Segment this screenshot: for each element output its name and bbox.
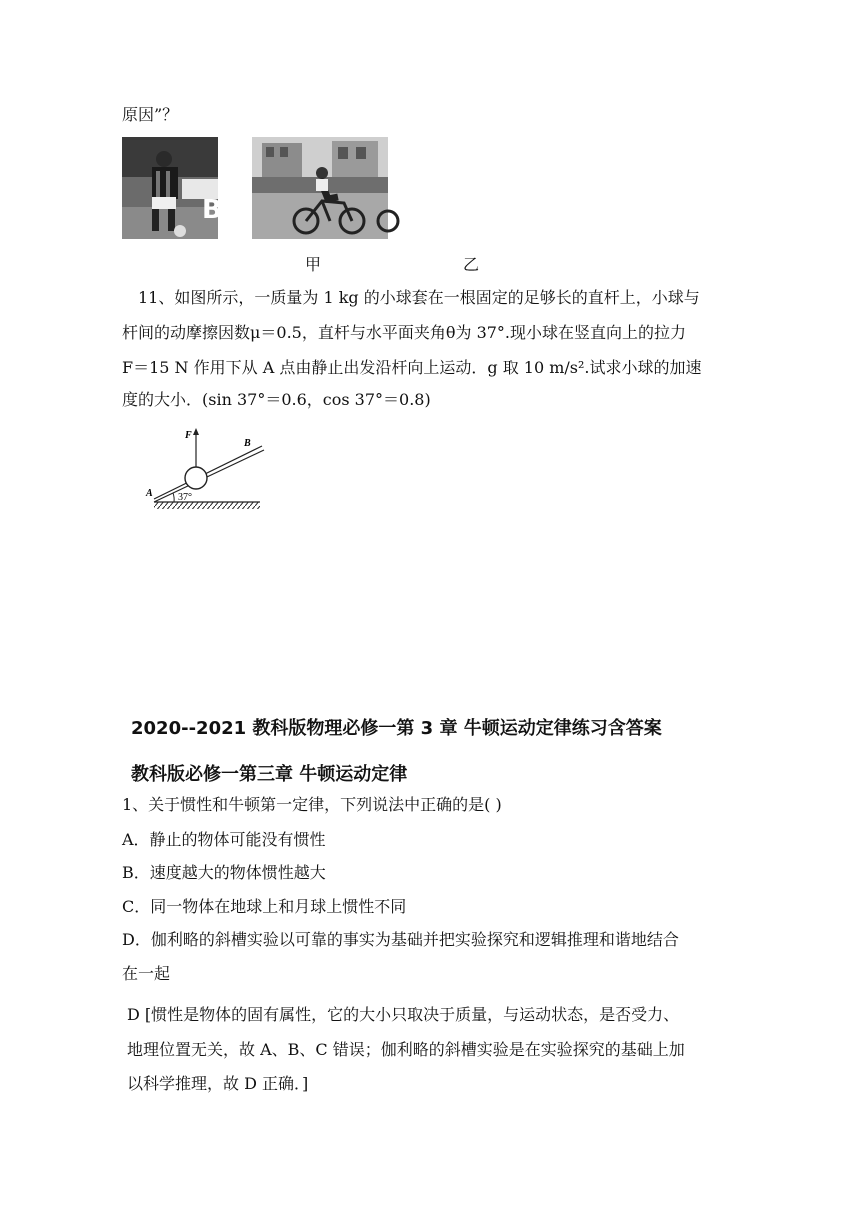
section-title: 2020--2021 教科版物理必修一第 3 章 牛顿运动定律练习含答案 xyxy=(131,718,662,739)
q1-option-d-line-2: 在一起 xyxy=(122,964,171,983)
q1-answer-line-2: 地理位置无关，故 A、B、C 错误；伽利略的斜槽实验是在实验探究的基础上加 xyxy=(127,1040,685,1059)
q1-option-a: A．静止的物体可能没有惯性 xyxy=(122,830,326,849)
q11-line-1: 11、如图所示，一质量为 1 kg 的小球套在一根固定的足够长的直杆上，小球与 xyxy=(138,288,700,307)
q11-line-2: 杆间的动摩擦因数μ＝0.5，直杆与水平面夹角θ为 37°.现小球在竖直向上的拉力 xyxy=(122,323,687,342)
q1-option-b: B．速度越大的物体惯性越大 xyxy=(122,863,326,882)
q1-answer-line-3: 以科学推理，故 D 正确．] xyxy=(127,1074,309,1093)
top-text-line: 原因”？ xyxy=(122,105,179,124)
angle-arc xyxy=(173,493,174,502)
q11-line-4: 度的大小．(sin 37°＝0.6，cos 37°＝0.8) xyxy=(122,390,431,409)
force-arrow-head xyxy=(193,428,199,435)
ground-hatching xyxy=(154,502,260,509)
rod-line-upper xyxy=(154,446,262,499)
ball xyxy=(185,467,207,489)
label-angle: 37° xyxy=(178,492,192,503)
caption-jia: 甲 xyxy=(305,255,322,274)
photo-letter-b: B xyxy=(202,195,222,225)
q1-stem: 1、关于惯性和牛顿第一定律，下列说法中正确的是( ) xyxy=(122,795,502,814)
label-b: B xyxy=(244,438,251,449)
incline-diagram xyxy=(140,422,272,518)
rod-line-lower xyxy=(154,450,264,502)
q1-answer-line-1: D [惯性是物体的固有属性，它的大小只取决于质量，与运动状态，是否受力、 xyxy=(127,1005,680,1024)
q1-option-c: C．同一物体在地球上和月球上惯性不同 xyxy=(122,897,407,916)
q11-line-3: F＝15 N 作用下从 A 点由静止出发沿杆向上运动．g 取 10 m/s².试求小球的加速 xyxy=(122,358,702,377)
photo-cyclist xyxy=(252,137,388,239)
photo-footballer xyxy=(122,137,222,239)
section-subtitle: 教科版必修一第三章 牛顿运动定律 xyxy=(131,764,408,785)
cyclist-illustration xyxy=(252,137,388,239)
caption-yi: 乙 xyxy=(463,255,480,274)
label-f: F xyxy=(185,430,192,441)
label-a: A xyxy=(146,488,153,499)
q1-option-d-line-1: D．伽利略的斜槽实验以可靠的事实为基础并把实验探究和逻辑推理和谐地结合 xyxy=(122,930,679,949)
